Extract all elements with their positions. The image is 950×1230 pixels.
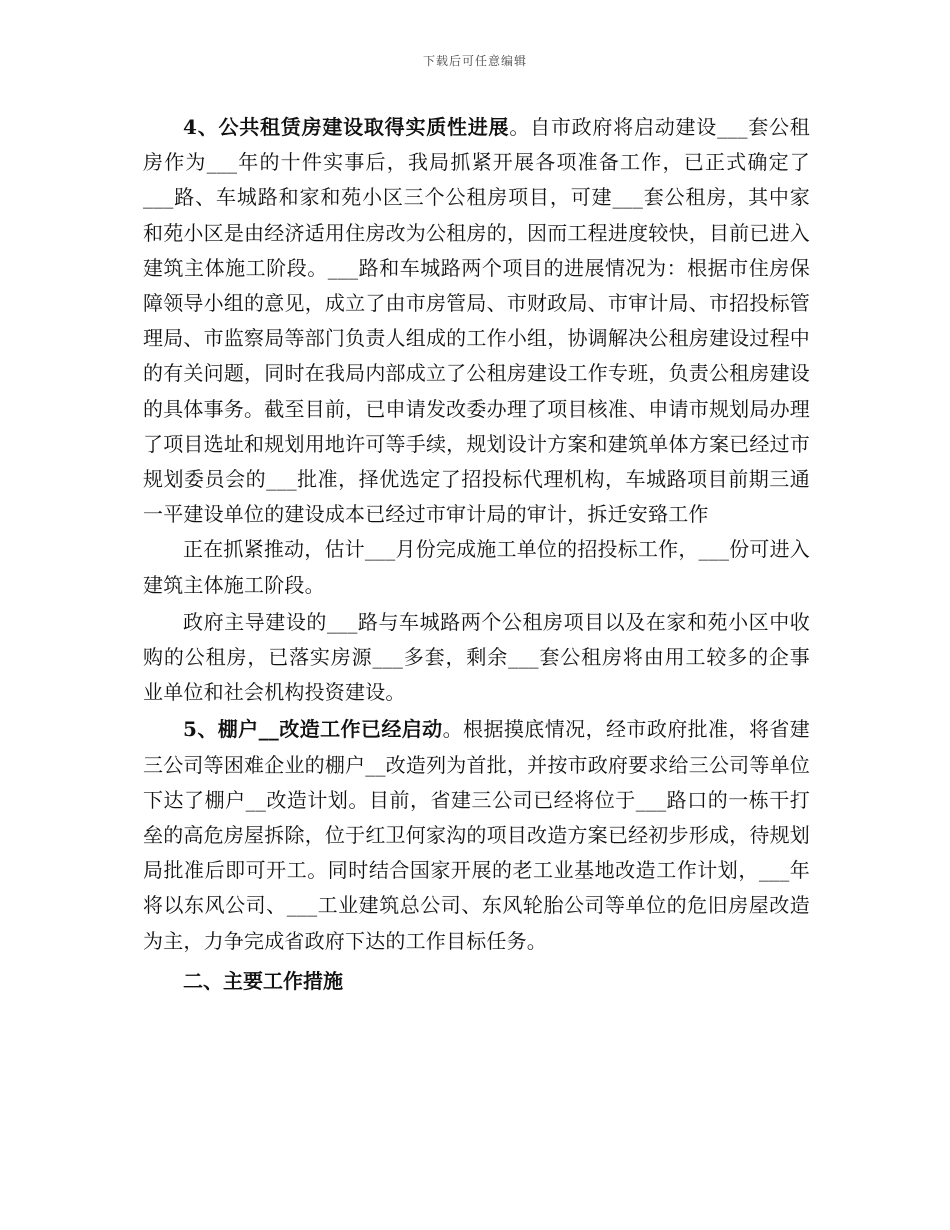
paragraph-public-rental-housing [143,110,810,532]
paragraph-text: 正在抓紧推动，估计___月份完成施工单位的招投标工作，___份可进入建筑主体施工阶段。 [143,537,810,597]
paragraph-text: 政府主导建设的___路与车城路两个公租房项目以及在家和苑小区中收购的公租房，已落实房源___多套，剩余___套公租房将由用工较多的企事业单位和社会机构投资建设。 [143,609,810,705]
paragraph-lead: 5、棚户__改造工作已经启动 [183,717,443,742]
paragraph-housing-source [143,605,810,711]
paragraph-progress [143,532,810,602]
paragraph-shantytown-renovation [143,712,810,958]
paragraph-text: 。根据摸底情况，经市政府批准，将省建三公司等困难企业的棚户__改造列为首批，并按市政府要求给三公司等单位下达了棚户__改造计划。目前，省建三公司已经将位于___路口的一栋干打垒的高危房屋拆除，位于红卫何家沟的项目改造方案已经初步形成，待规划局批准后即可开工。同时结合国家开展的老工业基地改造工作计划，___年将以东风公司、___工业建筑总公司、东风轮胎公司等单位的危旧房屋改造为主，力争完成省政府下达的工作目标任务。 [143,717,810,953]
page-header: 下载后可任意编辑 [422,54,527,68]
paragraph-text: 。自市政府将启动建设___套公租房作为___年的十件实事后，我局抓紧开展各项准备工作，已正式确定了___路、车城路和家和苑小区三个公租房项目，可建___套公租房，其中家和苑小区是由经济适用住房改为公租房的，因而工程进度较快，目前已进入建筑主体施工阶段。___路和车城路两个项目的进展情况为：根据市住房保障领导小组的意见，成立了由市房管局、市财政局、市审计局、市招投标管理局、市监察局等部门负责人组成的工作小组，协调解决公租房建设过程中的有关问题，同时在我局内部成立了公租房建设工作专班，负责公租房建设的具体事务。截至目前，已申请发改委办理了项目核准、申请市规划局办理了项目选址和规划用地许可等手续，规划设计方案和建筑单体方案已经过市规划委员会的___批准，择优选定了招投标代理机构，车城路项目前期三通一平建设单位的建设成本已经过市审计局的审计，拆迁安臵工作 [143,115,811,527]
document-body [143,110,810,1001]
section-heading: 二、主要工作措施 [183,968,343,993]
paragraph-lead: 4、公共租赁房建设取得实质性进展 [183,115,510,139]
